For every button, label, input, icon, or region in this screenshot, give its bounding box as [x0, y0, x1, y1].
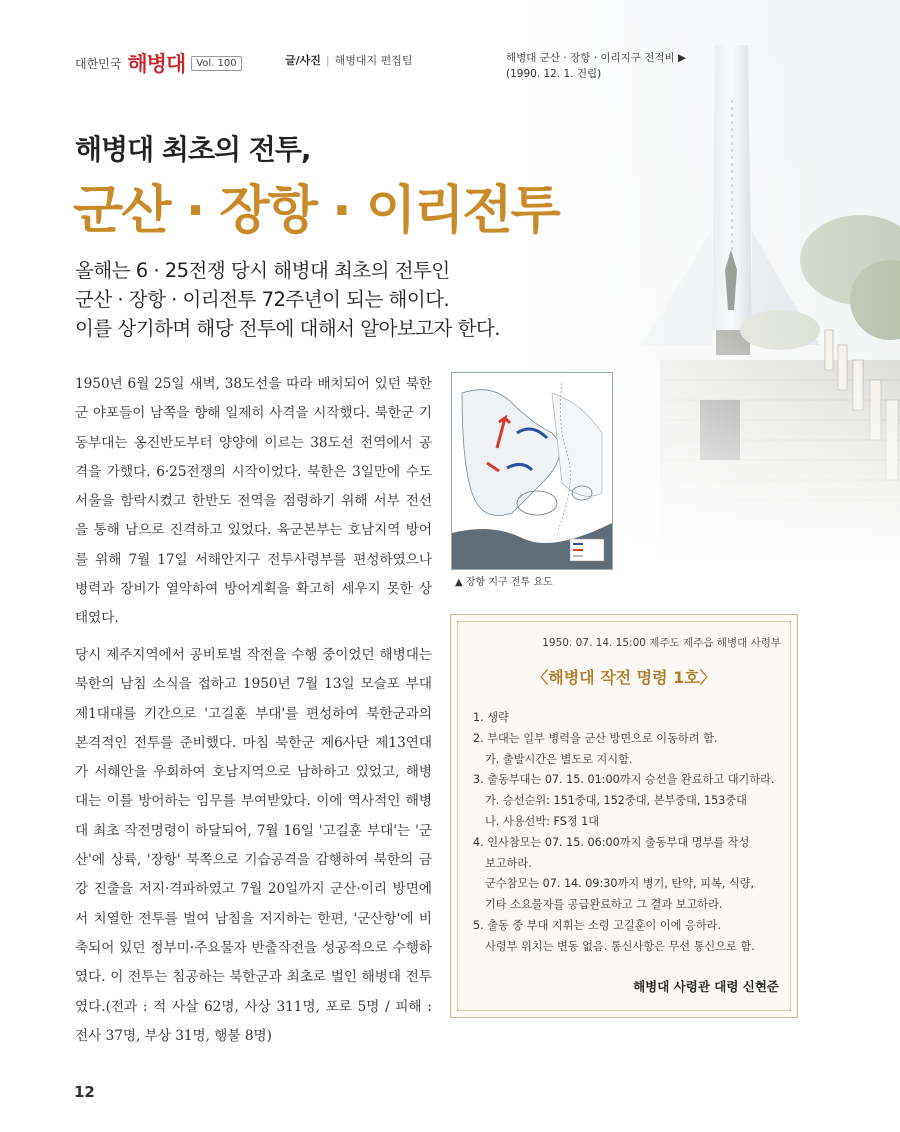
magazine-brand — [75, 48, 242, 78]
order-date: 1950. 07. 14. 15:00 제주도 제주읍 해병대 사령부 — [542, 637, 781, 649]
page-number: 12 — [74, 1083, 95, 1101]
order-line: 3. 출동부대는 07. 15. 01:00까지 승선을 완료하고 대기하라. — [473, 773, 775, 787]
lead-line: 올해는 6 · 25전쟁 당시 해병대 최초의 전투인 — [75, 259, 450, 282]
map-caption: ▲ 장항 지구 전투 요도 — [455, 577, 553, 588]
article-credit — [285, 52, 413, 68]
order-line: 가. 출발시간은 별도로 지시함. — [485, 752, 633, 766]
photo-caption-line: 해병대 군산 · 장항 · 이리지구 전적비 ▶ — [506, 52, 687, 64]
photo-caption-line: (1990. 12. 1. 건립) — [506, 68, 602, 80]
credit-separator: | — [325, 54, 330, 67]
order-line: 1. 생략 — [473, 711, 509, 724]
order-line: 군수참모는 07. 14. 09:30까지 병기, 탄약, 피복, 식량, — [485, 877, 755, 891]
lead-paragraph — [75, 256, 500, 343]
lead-line: 군산 · 장항 · 이리전투 72주년이 되는 해이다. — [75, 288, 450, 311]
order-line: 사령부 위치는 변동 없음. 통신사항은 무선 통신으로 함. — [485, 939, 755, 953]
photo-caption — [506, 50, 686, 82]
body-paragraph-1: 1950년 6월 25일 새벽, 38도선을 따라 배치되어 있던 북한군 야포들이 남쪽을 향해 일제히 사격을 시작했다. 북한군 기동부대는 옹진반도부터 양양에 이르는 38도선 전역에서 공격을 가했다. 6·25전쟁의 시작이었다. 북한은 3일만에 수도 서울을 함락시켰고 한반도 전역을 점령하기 위해 서부 전선을 통해 남으로 진격하고 있었다. 육군본부는 호남지역 방어를 위해 7월 17일 서해안지구 전투사령부를 편성하였으나 병력과 장비가 열악하여 방어계획을 확고히 세우지 못한 상태였다. — [75, 376, 432, 627]
order-list — [473, 708, 774, 958]
order-line: 가. 승선순위: 151중대, 152중대, 본부중대, 153중대 — [485, 794, 747, 808]
body-paragraph-2: 당시 제주지역에서 공비토벌 작전을 수행 중이었던 해병대는 북한의 남침 소식을 접하고 1950년 7월 13일 모슬포 부대 제1대대를 기간으로 '고길훈 부대'를 편성하여 북한군과의 본격적인 전투를 준비했다. 마침 북한군 제6사단 제13연대가 서해안을 우회하여 호남지역으로 남하하고 있었고, 해병대는 이를 방어하는 임무를 부여받았다. 이에 역사적인 해병대 최초 작전명령이 하달되어, 7월 16일 '고길훈 부대'는 '군산'에 상륙, '장항' 북쪽으로 기습공격을 감행하여 북한의 금강 진출을 저지·격파하였고 7월 20일까지 군산·이리 방면에서 치열한 전투를 벌여 남침을 저지하는 한편, '군산항'에 비축되어 있던 정부미·주요물자 반출작전을 성공적으로 수행하였다. 이 전투는 침공하는 북한군과 최초로 벌인 해병대 전투였다.(전과 : 적 사살 62명, 사상 311명, 포로 5명 / 피해 : 전사 37명, 부상 31명, 행불 8명) — [75, 647, 432, 1044]
battle-map-image — [451, 372, 613, 570]
operation-order-box — [450, 614, 798, 1018]
lead-line: 이를 상기하며 해당 전투에 대해서 알아보고자 한다. — [75, 317, 500, 340]
order-line: 2. 부대는 일부 병력을 군산 방면으로 이동하려 함. — [473, 731, 718, 745]
article-subtitle: 해병대 최초의 전투, — [75, 133, 311, 166]
order-title: 〈해병대 작전 명령 1호〉 — [532, 668, 716, 687]
order-signature: 해병대 사령관 대령 신현준 — [633, 979, 779, 994]
order-line: 보고하라. — [485, 856, 532, 870]
brand-prefix: 대한민국 — [75, 56, 122, 71]
credit-value: 해병대지 편집팀 — [334, 54, 413, 67]
volume-badge: Vol. 100 — [191, 56, 241, 71]
order-line: 4. 인사참모는 07. 15. 06:00까지 출동부대 명부를 작성 — [473, 835, 750, 849]
credit-label: 글/사진 — [285, 54, 321, 67]
brand-logo: 해병대 — [127, 52, 186, 76]
order-line: 나. 사용선박: FS정 1대 — [485, 814, 600, 828]
order-line: 기타 소요물자를 공급완료하고 그 결과 보고하라. — [485, 898, 723, 912]
order-line: 5. 출동 중 부대 지휘는 소령 고길훈이 이에 응하라. — [473, 918, 722, 932]
article-title: 군산 · 장항 · 이리전투 — [73, 181, 559, 241]
